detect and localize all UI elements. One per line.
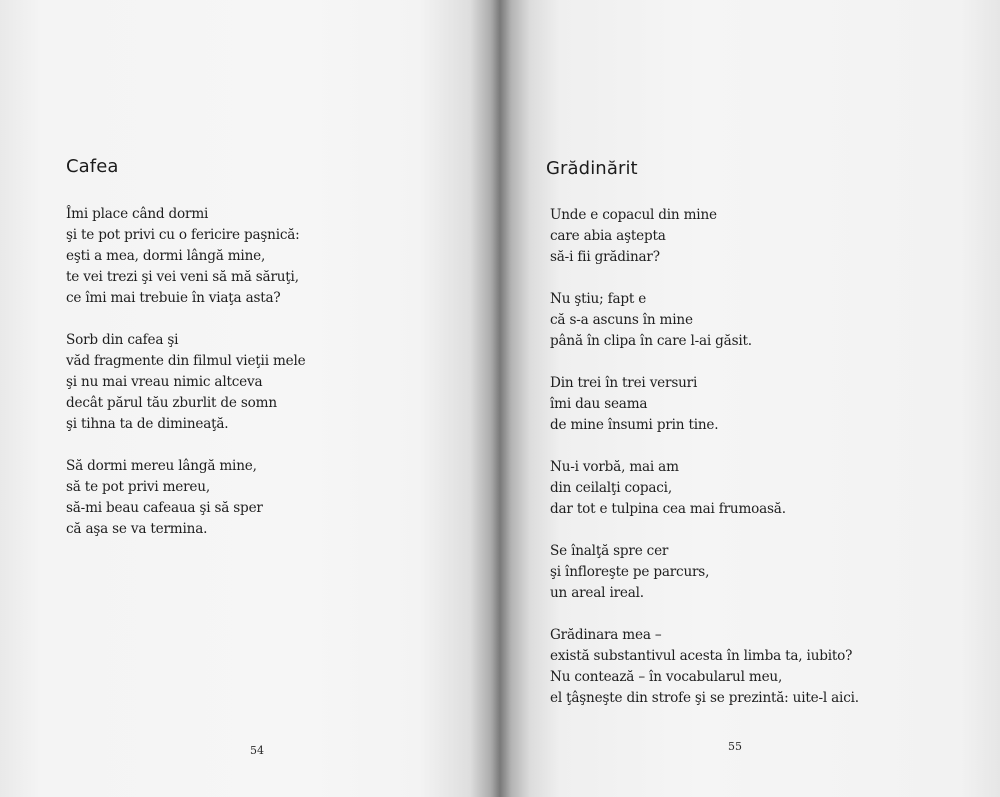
verse-line: din ceilalţi copaci,	[550, 480, 672, 496]
verse-line: Grădinara mea –	[550, 627, 662, 643]
verse-line: te vei trezi şi vei veni să mă săruţi,	[66, 269, 299, 285]
verse-line: decât părul tău zburlit de somn	[66, 395, 277, 411]
verse-line: să-mi beau cafeaua şi să sper	[66, 500, 263, 516]
verse-line: şi tihna ta de dimineaţă.	[66, 416, 229, 432]
verse-line: un areal ireal.	[550, 585, 644, 601]
verse-line: eşti a mea, dormi lângă mine,	[66, 248, 266, 264]
page-number: 55	[728, 740, 742, 753]
verse-line: şi înfloreşte pe parcurs,	[550, 564, 710, 580]
poem-title: Cafea	[66, 156, 119, 177]
verse-line: Îmi place când dormi	[66, 206, 209, 222]
verse-line: care abia aştepta	[550, 228, 666, 244]
stanza	[550, 289, 859, 352]
verse-line: Nu ştiu; fapt e	[550, 291, 647, 307]
verse-line: Din trei în trei versuri	[550, 375, 698, 391]
verse-line: Nu contează – în vocabularul meu,	[550, 669, 783, 685]
stanza	[550, 625, 859, 709]
verse-line: de mine însumi prin tine.	[550, 417, 719, 433]
verse-line: dar tot e tulpina cea mai frumoasă.	[550, 501, 786, 517]
verse-line: să-i fii grădinar?	[550, 249, 660, 265]
stanza	[66, 204, 306, 309]
left-page	[0, 0, 498, 797]
poem-body	[66, 204, 306, 561]
verse-line: Nu-i vorbă, mai am	[550, 459, 679, 475]
stanza	[550, 373, 859, 436]
verse-line: că aşa se va termina.	[66, 521, 208, 537]
right-page	[500, 0, 1000, 797]
verse-line: până în clipa în care l-ai găsit.	[550, 333, 752, 349]
verse-line: îmi dau seama	[550, 396, 648, 412]
stanza	[550, 457, 859, 520]
verse-line: există substantivul acesta în limba ta, iubito?	[550, 648, 853, 664]
page-number: 54	[250, 744, 264, 757]
poem-title: Grădinărit	[546, 158, 638, 179]
book-spine-shadow	[470, 0, 530, 797]
verse-line: văd fragmente din filmul vieţii mele	[66, 353, 306, 369]
verse-line: Sorb din cafea şi	[66, 332, 179, 348]
stanza	[550, 541, 859, 604]
verse-line: să te pot privi mereu,	[66, 479, 210, 495]
verse-line: şi nu mai vreau nimic altceva	[66, 374, 263, 390]
verse-line: Unde e copacul din mine	[550, 207, 717, 223]
verse-line: el ţâşneşte din strofe şi se prezintă: uite-l aici.	[550, 690, 859, 706]
verse-line: şi te pot privi cu o fericire paşnică:	[66, 227, 300, 243]
verse-line: că s-a ascuns în mine	[550, 312, 693, 328]
verse-line: ce îmi mai trebuie în viaţa asta?	[66, 290, 281, 306]
poem-body	[550, 205, 859, 730]
verse-line: Se înalţă spre cer	[550, 543, 669, 559]
stanza	[550, 205, 859, 268]
verse-line: Să dormi mereu lângă mine,	[66, 458, 257, 474]
stanza	[66, 456, 306, 540]
stanza	[66, 330, 306, 435]
